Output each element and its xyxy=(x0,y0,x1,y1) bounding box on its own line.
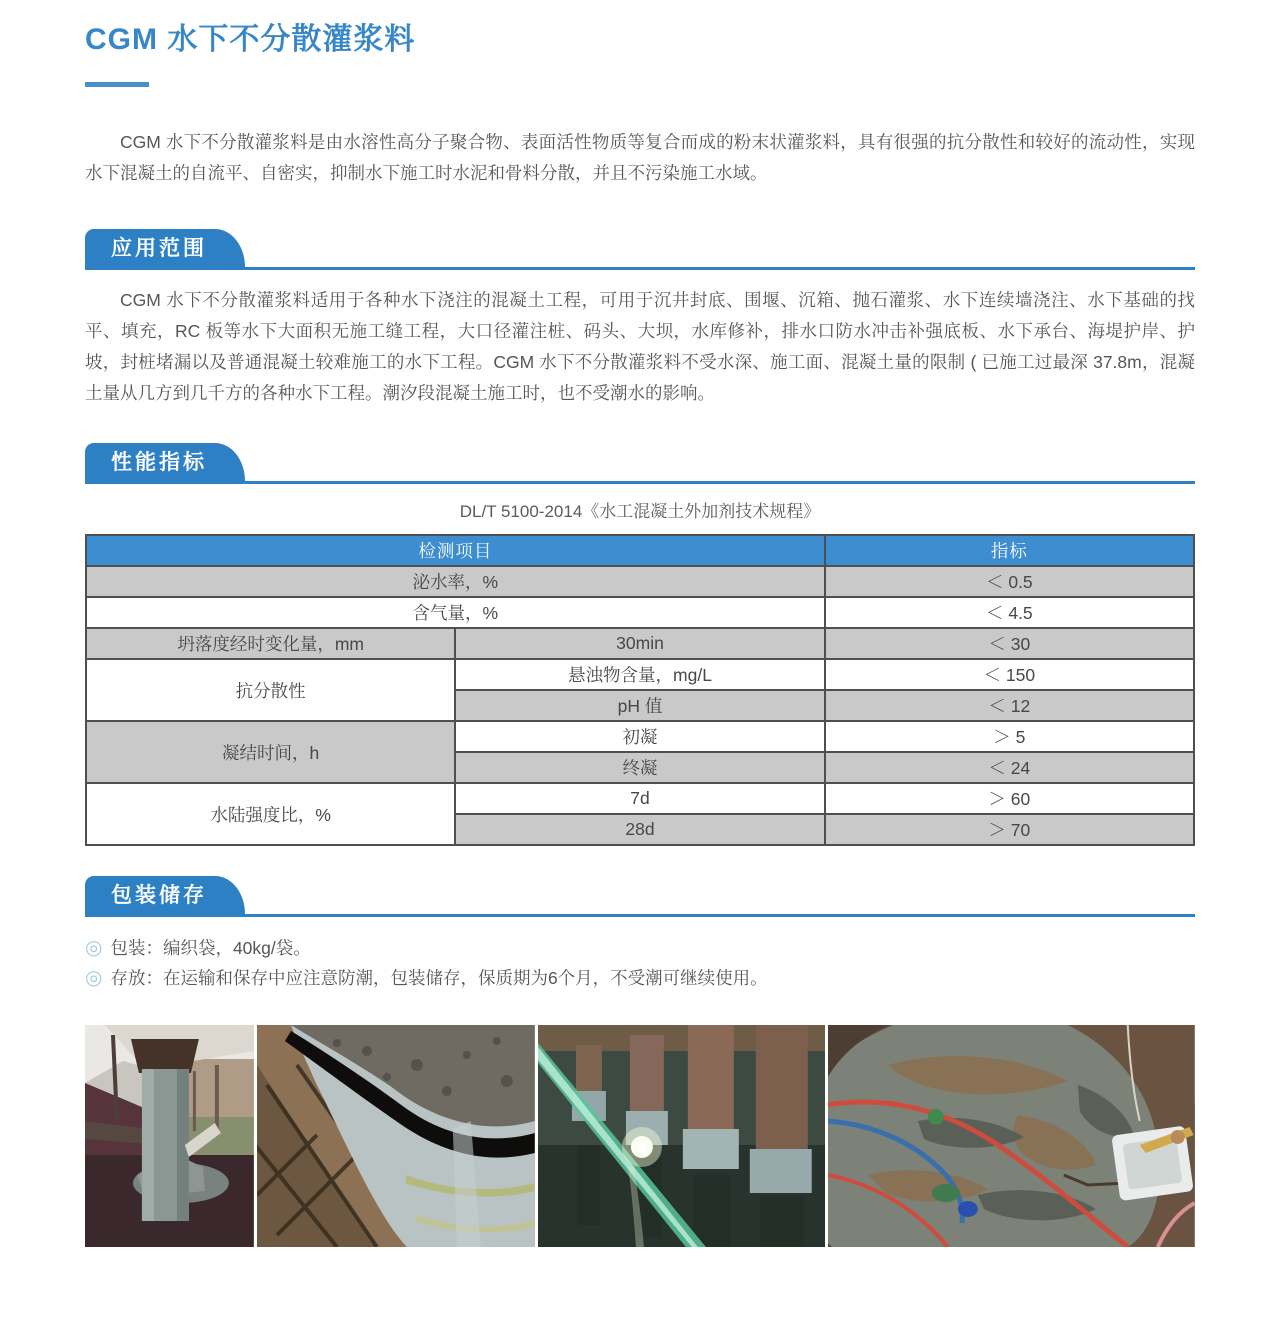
section-badge-label: 包装储存 xyxy=(85,876,215,914)
table-header-cell: 指标 xyxy=(825,535,1194,566)
section-badge-label: 性能指标 xyxy=(85,443,215,481)
table-cell: 7d xyxy=(455,783,824,814)
ring-icon: ◎ xyxy=(85,967,103,989)
table-cell: ＜ 24 xyxy=(825,752,1194,783)
section-badge xyxy=(85,876,245,914)
packaging-bullet xyxy=(85,933,1195,963)
title-underline xyxy=(85,82,149,87)
table-cell: 28d xyxy=(455,814,824,845)
table-cell: ＞ 5 xyxy=(825,721,1194,752)
table-row xyxy=(86,783,1194,814)
caisson-mud-pit-art xyxy=(828,1025,1195,1247)
table-cell: 坍落度经时变化量，mm xyxy=(86,628,455,659)
page-title: CGM 水下不分散灌浆料 xyxy=(85,23,416,56)
section-application xyxy=(85,229,1195,409)
table-row xyxy=(86,721,1194,752)
caisson-mud-pit-photo xyxy=(828,1025,1195,1247)
table-cell: 含气量，% xyxy=(86,597,825,628)
table-cell: pH 值 xyxy=(455,690,824,721)
performance-table xyxy=(85,534,1195,846)
underwater-piers-night-photo xyxy=(538,1025,826,1247)
section-header-performance xyxy=(85,443,1195,484)
badge-curve-shape xyxy=(215,443,245,481)
badge-curve-shape xyxy=(215,876,245,914)
pile-grout-collar-art xyxy=(257,1025,535,1247)
application-paragraph: CGM 水下不分散灌浆料适用于各种水下浇注的混凝土工程，可用于沉井封底、围堰、沉箱、抛石灌浆、水下连续墙浇注、水下基础的找平、填充，RC 板等水下大面积无施工缝工程，大口径灌注桩、码头、大坝，水库修补，排水口防水冲击补强底板、水下承台、海堤护岸、护坡，封桩堵漏以及普通混凝土较难施工的水下工程。CGM 水下不分散灌浆料不受水深、施工面、混凝土量的限制 ( 已施工过最深 37.8m，混凝土量从几方到几千方的各种水下工程。潮汐段混凝土施工时，也不受潮水的影响。 xyxy=(85,290,1195,403)
section-header-packaging xyxy=(85,876,1195,917)
table-cell: 水陆强度比，% xyxy=(86,783,455,845)
section-performance xyxy=(85,443,1195,846)
table-row xyxy=(86,597,1194,628)
pile-grout-collar-photo xyxy=(257,1025,535,1247)
table-cell: ＜ 150 xyxy=(825,659,1194,690)
section-header-application xyxy=(85,229,1195,270)
table-cell: ＜ 4.5 xyxy=(825,597,1194,628)
table-cell: 初凝 xyxy=(455,721,824,752)
ring-icon: ◎ xyxy=(85,937,103,959)
intro-paragraph: CGM 水下不分散灌浆料是由水溶性高分子聚合物、表面活性物质等复合而成的粉末状灌浆料，具有很强的抗分散性和较好的流动性，实现水下混凝土的自流平、自密实，抑制水下施工时水泥和骨料分散，并且不污染施工水域。 xyxy=(85,132,1195,183)
table-cell: 泌水率，% xyxy=(86,566,825,597)
table-row xyxy=(86,659,1194,690)
section-badge xyxy=(85,229,245,267)
packaging-bullet-list xyxy=(85,933,1195,993)
section-packaging xyxy=(85,876,1195,993)
table-cell: 终凝 xyxy=(455,752,824,783)
table-cell: ＜ 0.5 xyxy=(825,566,1194,597)
table-row xyxy=(86,628,1194,659)
grouting-pipe-site-art xyxy=(85,1025,254,1247)
table-cell: 30min xyxy=(455,628,824,659)
packaging-bullet-text: 存放：在运输和保存中应注意防潮，包装储存，保质期为6个月，不受潮可继续使用。 xyxy=(110,968,768,988)
table-row xyxy=(86,566,1194,597)
table-cell: ＞ 60 xyxy=(825,783,1194,814)
table-cell: 凝结时间，h xyxy=(86,721,455,783)
packaging-bullet xyxy=(85,963,1195,993)
table-cell: 悬浊物含量，mg/L xyxy=(455,659,824,690)
table-cell: ＞ 70 xyxy=(825,814,1194,845)
packaging-bullet-text: 包装：编织袋，40kg/袋。 xyxy=(110,938,311,958)
standard-reference: DL/T 5100-2014《水工混凝土外加剂技术规程》 xyxy=(459,502,821,521)
table-cell: 抗分散性 xyxy=(86,659,455,721)
badge-curve-shape xyxy=(215,229,245,267)
grouting-pipe-site-photo xyxy=(85,1025,254,1247)
section-badge xyxy=(85,443,245,481)
underwater-piers-night-art xyxy=(538,1025,826,1247)
photo-strip xyxy=(85,1025,1195,1247)
section-badge-label: 应用范围 xyxy=(85,229,215,267)
table-cell: ＜ 30 xyxy=(825,628,1194,659)
table-header-cell: 检测项目 xyxy=(86,535,825,566)
table-cell: ＜ 12 xyxy=(825,690,1194,721)
